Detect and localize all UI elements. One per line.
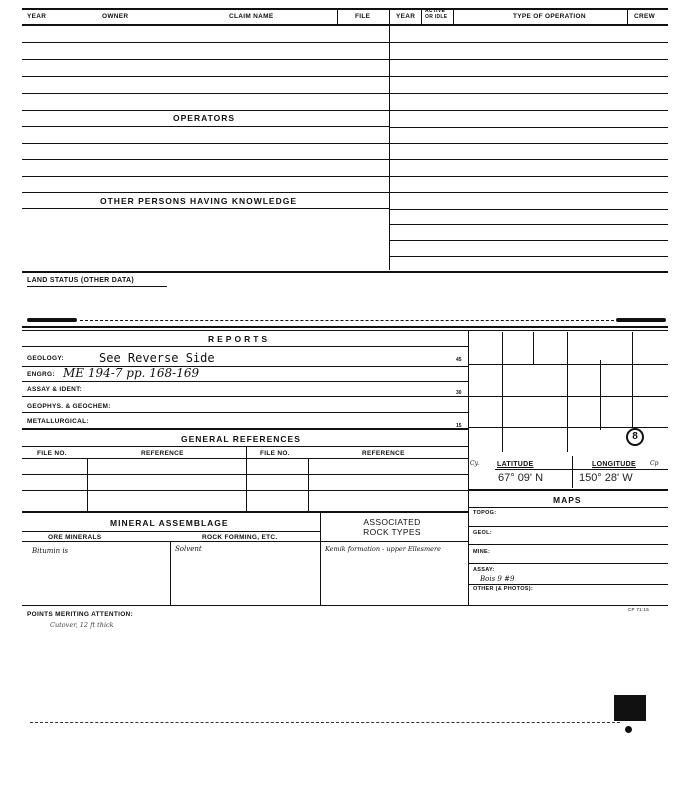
- section-divider: [22, 271, 668, 273]
- divider: [308, 458, 309, 511]
- header-type-of-operation: TYPE OF OPERATION: [513, 13, 586, 20]
- row-line: [22, 59, 668, 60]
- longitude-note: Cp: [650, 460, 659, 467]
- row-line: [468, 563, 668, 564]
- row-line: [22, 126, 390, 127]
- scale-number: 30: [456, 390, 462, 396]
- row-line: [22, 428, 468, 430]
- engrg-value: ME 194-7 pp. 168-169: [63, 366, 200, 380]
- grid-line: [502, 332, 503, 452]
- row-line: [22, 381, 468, 382]
- dashed-line: [30, 722, 620, 723]
- reports-heading: REPORTS: [208, 334, 271, 344]
- assay-map-label: ASSAY:: [473, 567, 495, 573]
- section-divider: [22, 326, 668, 328]
- metallurgical-label: METALLURGICAL:: [27, 418, 89, 425]
- other-photos-label: OTHER (& PHOTOS):: [473, 586, 533, 592]
- grid-line: [600, 360, 601, 430]
- topog-label: TOPOG:: [473, 510, 497, 516]
- land-status-label: LAND STATUS (OTHER DATA): [27, 277, 135, 284]
- land-status-underline: [27, 286, 167, 287]
- row-line: [390, 127, 668, 128]
- divider: [170, 541, 171, 605]
- associated-heading-2: ROCK TYPES: [363, 527, 421, 537]
- row-line: [468, 544, 668, 545]
- row-line: [22, 143, 668, 144]
- row-line: [22, 93, 668, 94]
- row-line: [22, 110, 668, 111]
- row-line: [390, 224, 668, 225]
- rock-forming-value: Solvent: [175, 545, 202, 553]
- header-underline: [22, 24, 668, 26]
- grid-line: [468, 396, 668, 397]
- other-persons-heading: OTHER PERSONS HAVING KNOWLEDGE: [100, 196, 298, 206]
- header-crew: CREW: [634, 13, 656, 20]
- geology-label: GEOLOGY:: [27, 355, 64, 362]
- row-line: [22, 192, 668, 193]
- section-bottom: [22, 605, 668, 606]
- operators-heading: OPERATORS: [173, 113, 236, 123]
- header-owner: OWNER: [102, 13, 129, 20]
- row-line: [22, 42, 668, 43]
- row-line: [22, 176, 668, 177]
- row-line: [22, 159, 668, 160]
- associated-rock-types-value: Kemik formation - upper Ellesmere: [325, 545, 441, 553]
- ore-minerals-header: ORE MINERALS: [48, 534, 102, 541]
- file-no-header: FILE NO.: [37, 450, 67, 457]
- divider-main-vertical: [389, 8, 390, 270]
- divider: [246, 446, 247, 511]
- row-line: [22, 412, 468, 413]
- grid-line: [495, 469, 668, 470]
- scale-number: 15: [456, 423, 462, 429]
- rock-forming-header: ROCK FORMING, ETC.: [202, 534, 278, 541]
- assay-label: ASSAY & IDENT:: [27, 386, 83, 393]
- row-line: [390, 256, 668, 257]
- top-border: [22, 8, 668, 10]
- ore-minerals-value: Bitumin is: [32, 547, 69, 555]
- cy-label: Cy.: [470, 460, 480, 467]
- mine-label: MINE:: [473, 549, 491, 555]
- redaction-mark: [616, 318, 666, 322]
- engrg-label: ENGRG:: [27, 371, 55, 378]
- latitude-value: 67° 09' N: [498, 472, 544, 484]
- row-line: [390, 209, 668, 210]
- maps-heading: MAPS: [553, 495, 582, 505]
- mineral-assemblage-heading: MINERAL ASSEMBLAGE: [110, 518, 229, 528]
- file-no-header: FILE NO.: [260, 450, 290, 457]
- header-year-2: YEAR: [396, 13, 416, 20]
- reference-header: REFERENCE: [141, 450, 184, 457]
- circled-number: 8: [626, 428, 644, 446]
- row-line: [390, 240, 668, 241]
- divider: [572, 456, 573, 488]
- row-line: [468, 584, 668, 585]
- geology-value: See Reverse Side: [99, 351, 215, 365]
- points-meriting-value: Cutover, 12 ft thick: [50, 621, 114, 629]
- form-code: CP 71:15: [628, 607, 650, 612]
- latitude-label: LATITUDE: [497, 461, 534, 468]
- divider: [337, 8, 338, 24]
- black-tab-mark: [614, 695, 646, 721]
- divider: [453, 8, 454, 24]
- associated-heading-1: ASSOCIATED: [363, 517, 421, 527]
- longitude-value: 150° 28' W: [579, 472, 633, 484]
- header-year: YEAR: [27, 13, 47, 20]
- header-file: FILE: [355, 13, 371, 20]
- geophys-label: GEOPHYS. & GEOCHEM:: [27, 403, 111, 410]
- row-line: [22, 76, 668, 77]
- dashed-line: [80, 320, 614, 321]
- row-line: [22, 208, 390, 209]
- grid-line: [533, 332, 534, 364]
- general-references-heading: GENERAL REFERENCES: [181, 434, 301, 444]
- section-divider: [22, 330, 668, 331]
- redaction-mark: [27, 318, 77, 322]
- row-line: [468, 507, 668, 508]
- row-line: [22, 490, 468, 491]
- row-line: [22, 446, 468, 447]
- section-divider: [22, 511, 468, 513]
- header-active-idle: ACTIVE OR IDLE: [425, 8, 448, 20]
- scale-number: 45: [456, 357, 462, 363]
- points-meriting-label: POINTS MERITING ATTENTION:: [27, 611, 134, 618]
- header-claim-name: CLAIM NAME: [229, 13, 274, 20]
- divider: [627, 8, 628, 24]
- longitude-label: LONGITUDE: [592, 461, 636, 468]
- grid-line: [632, 332, 633, 427]
- dot-mark: [625, 726, 632, 733]
- row-line: [22, 541, 468, 542]
- row-line: [22, 346, 468, 347]
- grid-line: [567, 332, 568, 452]
- divider: [320, 513, 321, 605]
- assay-map-value: Bois 9 #9: [480, 575, 515, 583]
- row-line: [22, 458, 468, 459]
- reference-header: REFERENCE: [362, 450, 405, 457]
- grid-line: [468, 364, 668, 365]
- row-line: [468, 526, 668, 527]
- row-line: [22, 531, 320, 532]
- divider: [87, 458, 88, 511]
- row-line: [22, 474, 468, 475]
- divider: [421, 8, 422, 24]
- geol-label: GEOL:: [473, 530, 492, 536]
- section-divider: [468, 489, 668, 491]
- row-line: [22, 396, 468, 397]
